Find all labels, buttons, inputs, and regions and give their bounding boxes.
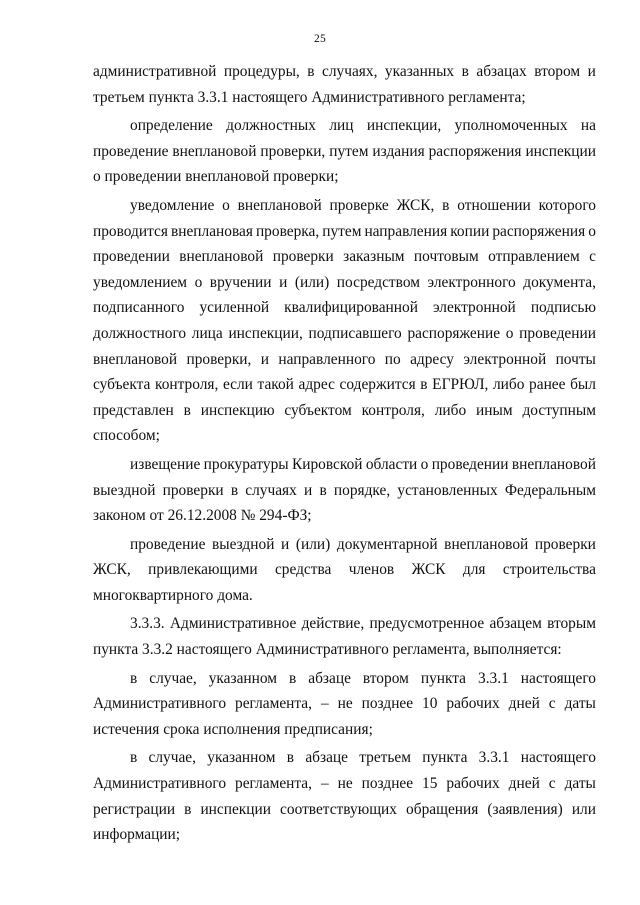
word: для <box>462 561 486 579</box>
word: установленных <box>397 481 498 499</box>
word: третьем <box>359 749 411 767</box>
word: уполномоченных <box>454 117 568 135</box>
word: проверка, <box>255 222 320 240</box>
text-line: о проведении внеплановой проверки; <box>93 168 339 186</box>
word: в <box>130 749 138 767</box>
word: рабочих <box>446 775 500 793</box>
word: о <box>222 196 230 214</box>
word: Федеральным <box>504 481 596 499</box>
word: должностного <box>93 324 187 342</box>
word: обращения <box>406 800 479 818</box>
word: усиленной <box>199 299 270 317</box>
word: документарной <box>336 535 438 553</box>
word: подписью <box>530 299 596 317</box>
word: проверки, <box>186 350 252 368</box>
word: 10 <box>422 695 438 713</box>
word: такой <box>257 376 294 394</box>
word: втором <box>362 669 409 687</box>
word: в <box>184 800 192 818</box>
word: выездной <box>93 481 156 499</box>
word: и <box>587 63 596 80</box>
word: внеплановой <box>93 350 178 368</box>
word: внеплановой <box>172 142 257 160</box>
word: лица <box>191 324 223 342</box>
word: случае, <box>148 749 196 767</box>
word: или <box>571 800 596 818</box>
word: проверки, <box>260 142 326 160</box>
word: инспекции, <box>228 324 303 342</box>
word: привлекающими <box>148 561 258 579</box>
word: по <box>384 350 401 368</box>
word: электронной <box>463 350 547 368</box>
word: процедуры, <box>223 63 300 80</box>
word: распоряжения <box>492 222 586 240</box>
word: регламента, <box>235 695 312 713</box>
word: случае, <box>149 669 197 687</box>
word: путем <box>329 142 369 160</box>
word: субъектом <box>284 401 352 419</box>
word: контроля, <box>155 376 219 394</box>
word: внеплановой <box>444 535 529 553</box>
word: инспекцию <box>200 401 275 419</box>
word: рабочих <box>446 695 500 713</box>
word: проведении <box>93 248 170 266</box>
word: проверке <box>329 196 389 214</box>
text-line <box>93 797 596 823</box>
word: в <box>183 401 191 419</box>
text-line <box>93 478 596 504</box>
word: вторым <box>547 615 596 633</box>
word: проверки <box>534 535 596 553</box>
word: 15 <box>422 775 438 793</box>
word: – <box>320 775 329 793</box>
word: абзацах <box>476 63 527 80</box>
word: распоряжения <box>428 142 522 160</box>
word: отношении <box>457 196 531 214</box>
word: проведении <box>431 455 509 473</box>
word: и <box>281 535 290 553</box>
word: заказным <box>343 248 405 266</box>
word: средства <box>274 561 332 579</box>
word: о <box>588 222 596 240</box>
word: иным <box>476 401 513 419</box>
word: с <box>589 248 596 266</box>
word: регламента, <box>235 775 312 793</box>
text-line <box>93 532 596 558</box>
word: адресу <box>410 350 454 368</box>
paragraph <box>93 59 596 110</box>
word: о <box>194 273 203 291</box>
page-number: 25 <box>313 33 327 45</box>
word: (или) <box>294 273 330 291</box>
word: посредством <box>336 273 420 291</box>
word: которого <box>538 196 596 214</box>
word: в <box>319 481 327 499</box>
word: направленного <box>278 350 376 368</box>
word: указанных <box>384 63 455 80</box>
word: выездной <box>212 535 275 553</box>
text-line <box>93 347 596 373</box>
word: вручении <box>209 273 272 291</box>
word: копии <box>450 222 490 240</box>
word: в <box>230 481 239 499</box>
word: и <box>260 350 270 368</box>
word: позднее <box>361 695 414 713</box>
word: в <box>130 669 138 687</box>
word: членов <box>348 561 395 579</box>
word: ЖСК, <box>396 196 435 214</box>
paragraph <box>93 193 596 449</box>
paragraph <box>93 666 596 743</box>
word: проведение <box>130 535 206 553</box>
word: почты <box>555 350 596 368</box>
word: контроля, <box>361 401 425 419</box>
word: настоящего <box>520 669 596 687</box>
word: проводится <box>93 222 168 240</box>
word: проверки <box>272 248 334 266</box>
text-line: способом; <box>93 427 160 445</box>
word: электронного <box>427 273 516 291</box>
text-line <box>93 611 596 637</box>
text-line <box>93 771 596 797</box>
text-line <box>93 59 596 85</box>
text-line: информации; <box>93 826 181 844</box>
word: даты <box>564 775 596 793</box>
word: даты <box>564 695 596 713</box>
word: подписавшего <box>308 324 402 342</box>
word: дней <box>508 695 540 713</box>
word: втором <box>534 63 581 80</box>
word: не <box>337 695 353 713</box>
word: позднее <box>361 775 414 793</box>
word: подписанного <box>93 299 185 317</box>
word: проведение <box>93 142 169 160</box>
paragraph <box>93 452 596 529</box>
word: отправлением <box>488 248 580 266</box>
word: в <box>307 63 315 80</box>
word: доступным <box>522 401 596 419</box>
word: с <box>548 775 556 793</box>
text-line <box>93 691 596 717</box>
text-line: пункта 3.3.2 настоящего Административного регламента, выполняется: <box>93 641 562 659</box>
word: на <box>580 117 596 135</box>
word: был <box>570 376 596 394</box>
paragraph <box>93 745 596 847</box>
word: квалифицированной <box>284 299 418 317</box>
word: ЖСК, <box>93 561 131 579</box>
text-line <box>93 139 596 165</box>
word: абзаце <box>305 749 348 767</box>
word: указанном <box>208 669 278 687</box>
word: 3.3.3. <box>130 615 165 633</box>
text-line <box>93 372 596 398</box>
text-line <box>93 270 596 296</box>
text-line <box>93 557 596 583</box>
word: абзаце <box>308 669 351 687</box>
word: не <box>337 775 353 793</box>
word: в <box>289 669 297 687</box>
word: строительства <box>502 561 596 579</box>
text-line: истечения срока исполнения предписания; <box>93 720 373 738</box>
word: случаях, <box>322 63 378 80</box>
text-line <box>93 745 596 771</box>
word: Административное <box>169 615 297 633</box>
word: и <box>304 481 313 499</box>
word: с <box>548 695 556 713</box>
text-line <box>93 244 596 270</box>
document-body <box>93 59 596 848</box>
text-line: многоквартирного дома. <box>93 586 253 604</box>
word: порядке, <box>333 481 391 499</box>
word: в <box>420 376 428 394</box>
word: внеплановой <box>179 248 264 266</box>
word: административной <box>93 63 217 80</box>
word: пункта <box>420 669 467 687</box>
word: случаях <box>245 481 297 499</box>
word: направления <box>364 222 448 240</box>
word: инспекции <box>525 142 596 160</box>
word: области <box>365 455 418 473</box>
text-line: законом от 26.12.2008 № 294-ФЗ; <box>93 507 312 525</box>
word: абзацем <box>489 615 542 633</box>
word: проверки <box>162 481 224 499</box>
word: регистрации <box>93 800 176 818</box>
word: путем <box>322 222 362 240</box>
paragraph <box>93 113 596 190</box>
word: настоящего <box>520 749 596 767</box>
word: внеплановой <box>237 196 322 214</box>
paragraph <box>93 532 596 609</box>
word: предусмотренное <box>369 615 485 633</box>
word: (или) <box>295 535 331 553</box>
word: (заявления) <box>487 800 563 818</box>
word: 3.3.1 <box>478 749 510 767</box>
word: если <box>222 376 253 394</box>
word: соответствующих <box>280 800 397 818</box>
word: в <box>461 63 469 80</box>
word: Кировской <box>291 455 363 473</box>
word: извещение <box>130 455 201 473</box>
text-line <box>93 113 596 139</box>
word: действие, <box>301 615 365 633</box>
text-line <box>93 452 596 478</box>
word: почтовым <box>413 248 479 266</box>
word: должностных <box>226 117 316 135</box>
word: представлен <box>93 401 174 419</box>
word: содержится <box>339 376 416 394</box>
paragraph <box>93 611 596 662</box>
word: пункта <box>422 749 468 767</box>
word: либо <box>492 376 525 394</box>
text-line <box>93 193 596 219</box>
text-line <box>93 666 596 692</box>
word: уведомление <box>130 196 215 214</box>
word: инспекции, <box>366 117 442 135</box>
word: инспекции <box>200 800 271 818</box>
word: Административного <box>93 695 227 713</box>
text-line: третьем пункта 3.3.1 настоящего Административного регламента; <box>93 88 526 106</box>
text-line <box>93 321 596 347</box>
word: проведении <box>519 324 596 342</box>
word: указанном <box>207 749 276 767</box>
word: внеплановая <box>170 222 253 240</box>
word: в <box>286 749 295 767</box>
word: 3.3.1 <box>478 669 509 687</box>
word: электронной <box>432 299 516 317</box>
word: внеплановой <box>511 455 596 473</box>
word: ранее <box>529 376 566 394</box>
text-line <box>93 398 596 424</box>
word: субъекта <box>93 376 151 394</box>
word: в <box>442 196 450 214</box>
word: дней <box>508 775 540 793</box>
word: уведомлением <box>93 273 188 291</box>
text-line <box>93 295 596 321</box>
word: распоряжение <box>407 324 501 342</box>
word: издания <box>372 142 425 160</box>
word: прокуратуры <box>203 455 289 473</box>
word: документа, <box>523 273 596 291</box>
word: – <box>320 695 329 713</box>
word: определение <box>130 117 213 135</box>
text-line <box>93 219 596 245</box>
word: о <box>505 324 514 342</box>
word: ЖСК <box>411 561 446 579</box>
word: Административного <box>93 775 227 793</box>
word: лиц <box>329 117 354 135</box>
word: и <box>279 273 288 291</box>
word: либо <box>434 401 467 419</box>
word: ЕГРЮЛ, <box>432 376 489 394</box>
word: адрес <box>298 376 335 394</box>
word: о <box>420 455 429 473</box>
